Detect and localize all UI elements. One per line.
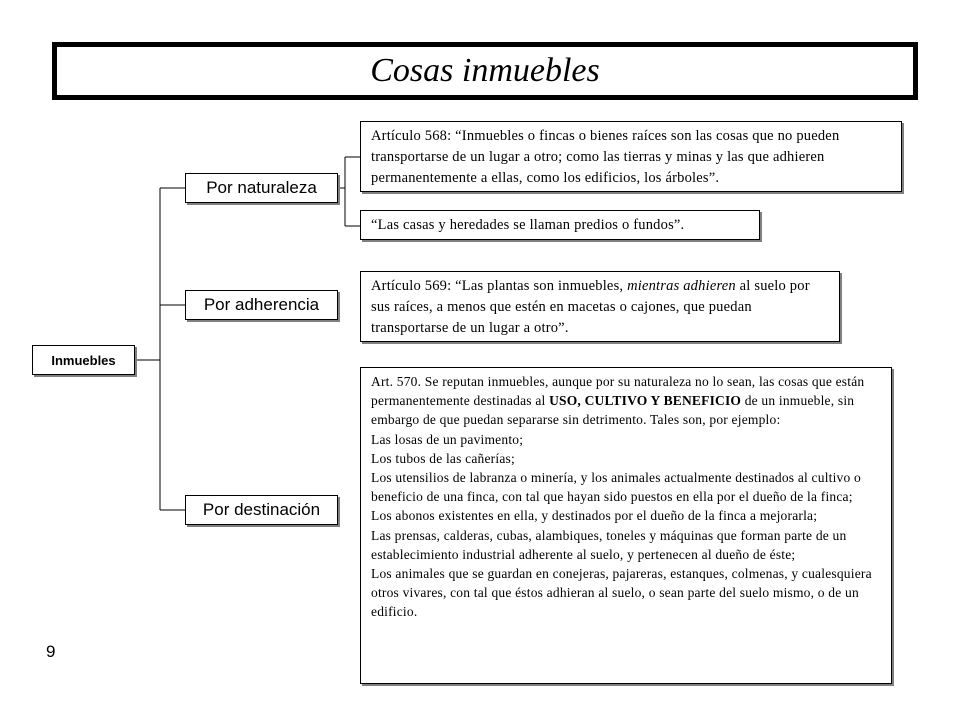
list-item: Las prensas, calderas, cubas, alambiques, toneles y máquinas que forman parte de un establecimiento industrial adherente al suelo, y pertenecen al dueño de éste; <box>371 527 847 562</box>
root-node-inmuebles <box>32 345 135 375</box>
category-node-naturaleza <box>185 173 338 203</box>
articulo-569-italic: mientras adhieren <box>627 278 736 294</box>
category-label: Por destinación <box>202 500 321 519</box>
root-label: Inmuebles <box>51 352 116 368</box>
articulo-568-text: Artículo 568: “Inmuebles o fincas o bienes raíces son las cosas que no pueden transportarse de un lugar a otro; como las tierras y minas y las que adhieren permanentemente a ellas, como los edificios, los árboles”. <box>371 128 840 186</box>
intro-after: de un inmueble, sin embargo de que puedan separarse sin detrimento. Tales son, por ejemplo: <box>371 393 855 428</box>
page-title: Cosas inmuebles <box>370 52 600 89</box>
list-item: Los utensilios de labranza o minería, y los animales actualmente destinados al cultivo o beneficio de una finca, con tal que hayan sido puestos en ella por el dueño de la finca; <box>371 470 861 505</box>
articulo-570-intro <box>371 372 883 430</box>
page-number: 9 <box>46 642 56 661</box>
text-box-articulo-568 <box>360 121 902 192</box>
category-label: Por naturaleza <box>206 178 317 197</box>
category-node-adherencia <box>185 290 338 320</box>
articulo-569-after: al suelo por sus raíces, a menos que estén en macetas o cajones, que puedan transportarse de un lugar a otro”. <box>371 278 810 336</box>
list-item: Los tubos de las cañerías; <box>371 450 515 466</box>
list-item: Los abonos existentes en ella, y destinados por el dueño de la finca a mejorarla; <box>371 508 818 524</box>
text-box-articulo-569 <box>360 271 840 342</box>
category-node-destinacion <box>185 495 338 525</box>
intro-before: Art. 570. Se reputan inmuebles, aunque por su naturaleza no lo sean, las cosas que están permanentemente destinadas al <box>371 374 865 409</box>
list-item: Los animales que se guardan en conejeras, pajareras, estanques, colmenas, y cualesquiera otros vivares, con tal que éstos adhieran al suelo, o sean parte del suelo mismo, o de un edificio. <box>371 566 872 620</box>
intro-bold: USO, CULTIVO Y BENEFICIO <box>549 393 742 409</box>
text-box-predios <box>360 210 760 240</box>
predios-text: “Las casas y heredades se llaman predios o fundos”. <box>371 217 685 233</box>
articulo-569-before: Artículo 569: “Las plantas son inmuebles, <box>371 278 628 294</box>
text-box-articulo-570 <box>360 367 892 684</box>
list-item: Las losas de un pavimento; <box>371 431 524 447</box>
category-label: Por adherencia <box>203 295 320 314</box>
